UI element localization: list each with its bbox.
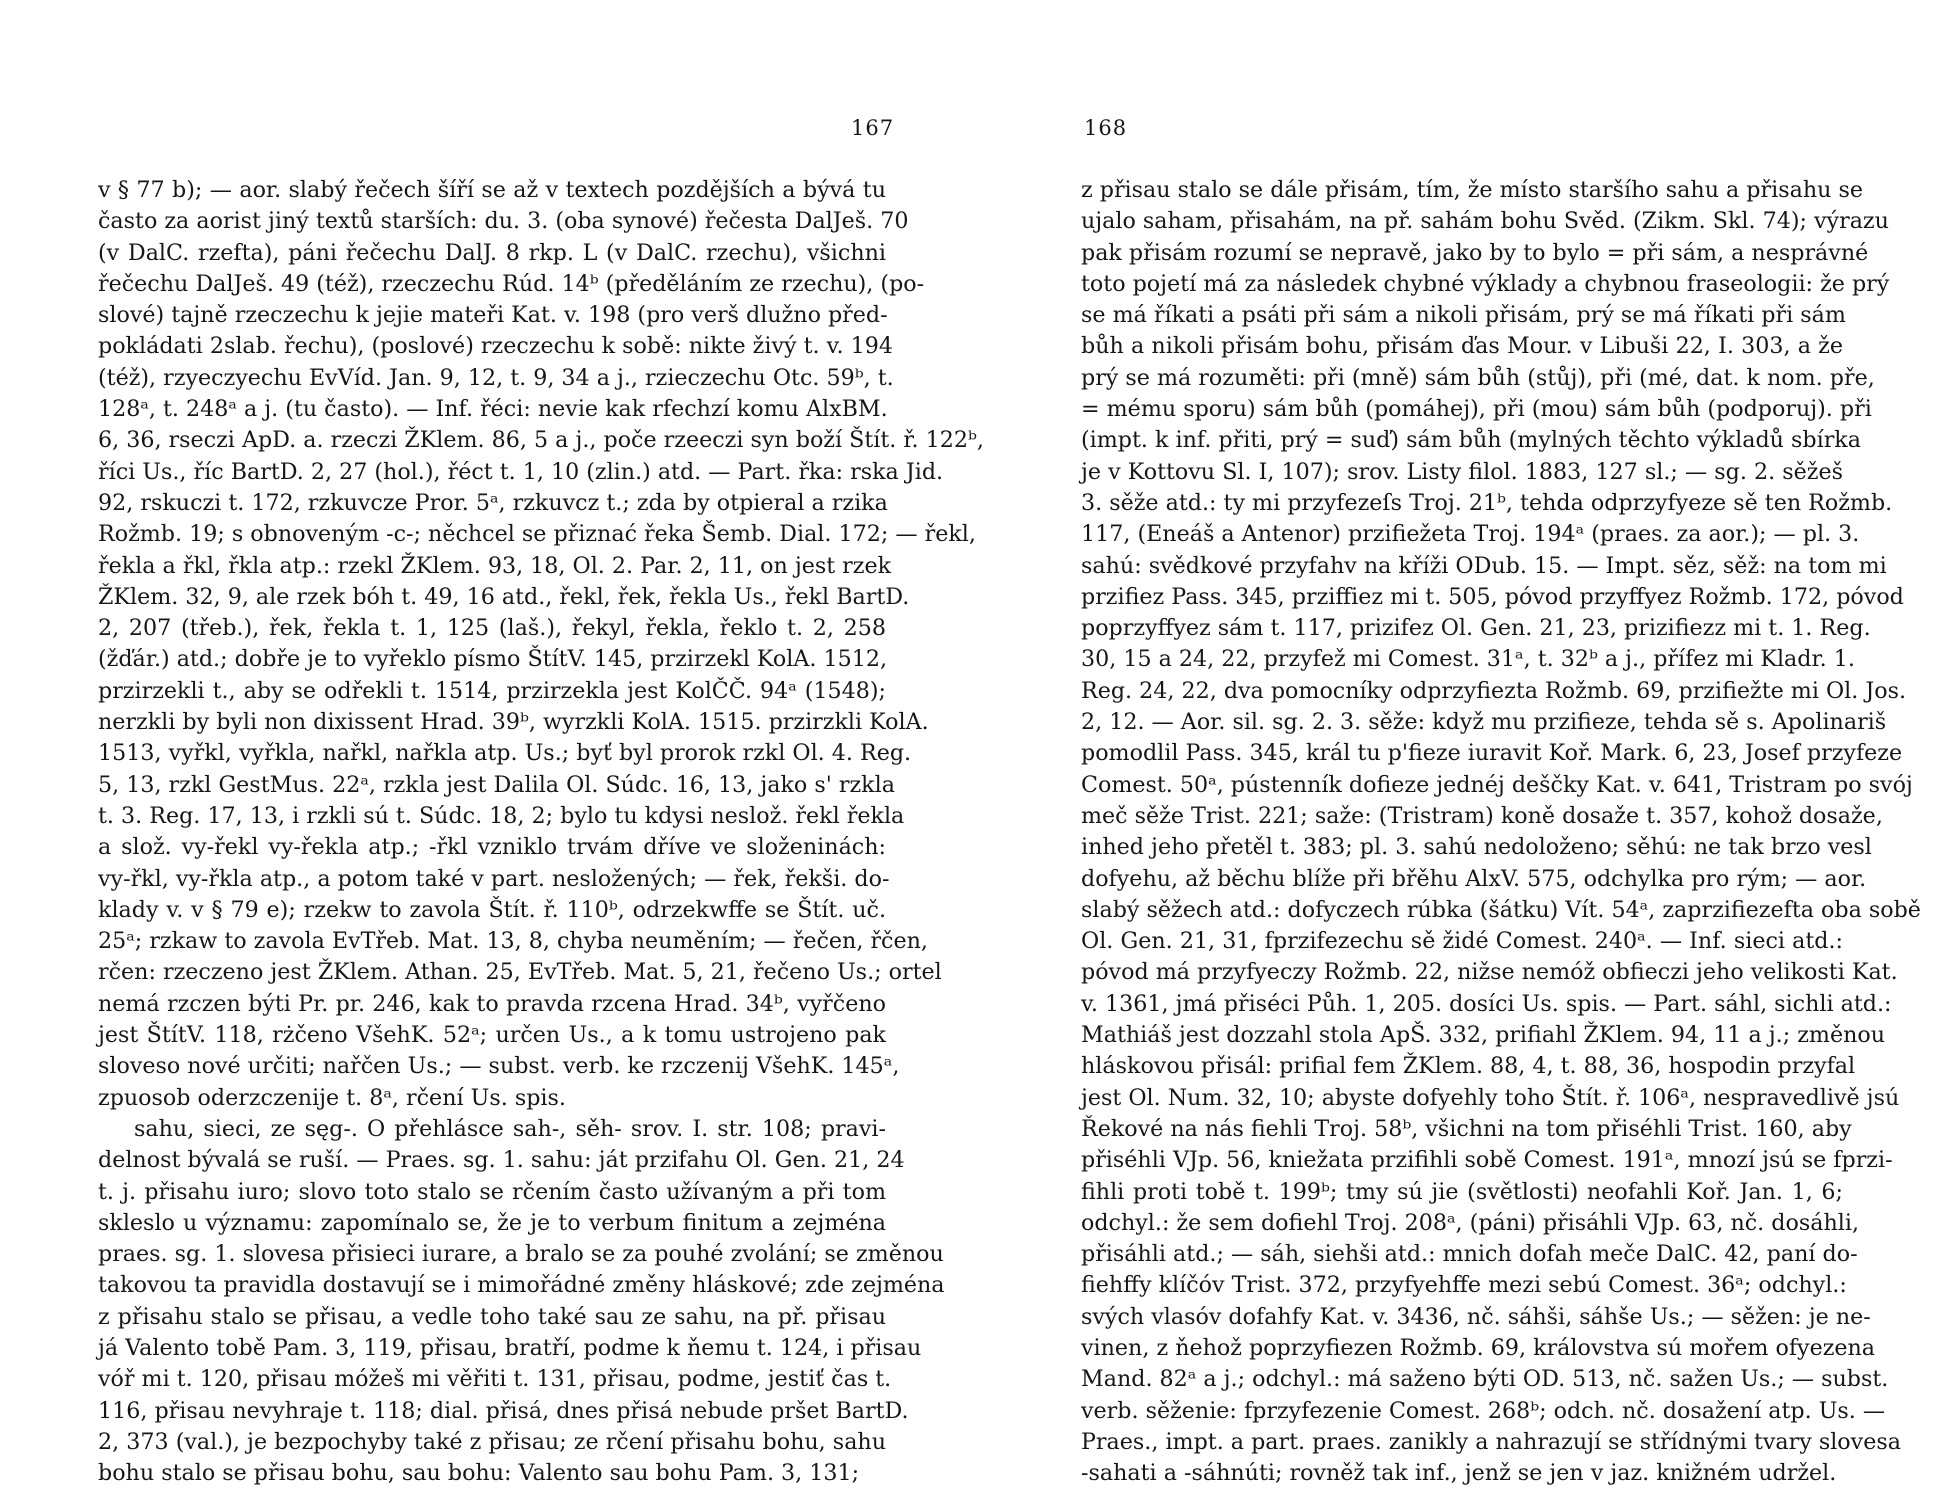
- text-line: jest Ol. Num. 32, 10; abyste dofyehly toho Štít. ř. 106ᵃ, nespravedlivě jsú: [1081, 1084, 1900, 1111]
- text-line: Comest. 50ᵃ, pústenník dofieze jednéj deščky Kat. v. 641, Tristram po svój: [1081, 771, 1913, 798]
- text-line: vy-řkl, vy-řkla atp., a potom také v part. nesložených; — řek, řekši. do-: [98, 865, 890, 892]
- text-line: zpuosob oderzczenije t. 8ᵃ, rčení Us. spis.: [98, 1084, 566, 1111]
- text-line: v § 77 b); — aor. slabý řečech šíří se až v textech pozdějších a bývá tu: [98, 177, 886, 203]
- text-line: (žďár.) atd.; dobře je to vyřeklo písmo ŠtítV. 145, przirzekl KolA. 1512,: [98, 646, 887, 673]
- text-line: inhed jeho přetěl t. 383; pl. 3. sahú nedoloženo; sěhú: ne tak brzo vesl: [1081, 834, 1872, 861]
- text-line: vinen, z ňehož poprzyfiezen Rožmb. 69, královstva sú mořem ofyezena: [1081, 1334, 1876, 1361]
- text-line: poprzyffyez sám t. 117, prizifez Ol. Gen. 21, 23, prizifiezz mi t. 1. Reg.: [1081, 615, 1871, 642]
- page-number: 168: [1084, 116, 1128, 140]
- text-line: bůh a nikoli přisám bohu, přisám ďas Mour. v Libuši 22, I. 303, a že: [1081, 333, 1843, 360]
- text-line: takovou ta pravidla dostavují se i mimořádné změny hláskové; zde zejména: [98, 1272, 945, 1299]
- text-line: svých vlasóv dofahfy Kat. v. 3436, nč. sáhši, sáhše Us.; — sěžen: je ne-: [1081, 1303, 1871, 1330]
- right-page: [976, 0, 1952, 1500]
- text-line: sloveso nové určiti; nařčen Us.; — subst. verb. ke rzczenij VšehK. 145ᵃ,: [98, 1053, 900, 1080]
- text-line: slové) tajně rzeczechu k jejie mateři Kat. v. 198 (pro verš dlužno před-: [98, 302, 888, 329]
- text-line: Řekové na nás fiehli Troj. 58ᵇ, všichni na tom přiséhli Trist. 160, aby: [1081, 1115, 1852, 1142]
- page-body: [1081, 175, 1921, 1489]
- text-line: klady v. v § 79 e); rzekw to zavola Štít. ř. 110ᵇ, odrzekwffe se Štít. uč.: [98, 896, 886, 923]
- text-line: (v DalC. rzefta), páni řečechu DalJ. 8 rkp. L (v DalC. rzechu), všichni: [98, 239, 886, 266]
- text-line: ujalo saham, přisahám, na př. sahám bohu Svěd. (Zikm. Skl. 74); výrazu: [1081, 208, 1889, 235]
- text-line: 92, rskuczi t. 172, rzkuvcze Pror. 5ᵃ, rzkuvcz t.; zda by otpieral a rzika: [98, 489, 888, 516]
- text-line: 6, 36, rseczi ApD. a. rzeczi ŽKlem. 86, 5 a j., poče rzeeczi syn boží Štít. ř. 122ᵇ,: [98, 427, 984, 454]
- text-line: 2, 207 (třeb.), řek, řekla t. 1, 125 (laš.), řekyl, řekla, řeklo t. 2, 258: [98, 615, 886, 642]
- text-line: verb. sěženie: fprzyfezenie Comest. 268ᵇ; odch. nč. dosažení atp. Us. —: [1081, 1397, 1886, 1424]
- text-line: t. j. přisahu iuro; slovo toto stalo se rčením často užívaným a při tom: [98, 1178, 886, 1205]
- text-line: přiséhli VJp. 56, kniežata przifihli sobě Comest. 191ᵃ, mnozí jsú se fprzi-: [1081, 1147, 1893, 1174]
- text-line: 30, 15 a 24, 22, przyfež mi Comest. 31ᵃ, t. 32ᵇ a j., přífez mi Kladr. 1.: [1081, 646, 1855, 673]
- text-line: ŽKlem. 32, 9, ale rzek bóh t. 49, 16 atd., řekl, řek, řekla Us., řekl BartD.: [98, 583, 910, 610]
- text-line: 116, přisau nevyhraje t. 118; dial. přisá, dnes přisá nebude pršet BartD.: [98, 1397, 909, 1424]
- text-line: 1513, vyřkl, vyřkla, nařkl, nařkla atp. Us.; byť byl prorok rzkl Ol. 4. Reg.: [98, 740, 912, 767]
- text-line: sahú: svědkové przyfahv na kříži ODub. 15. — Impt. sěz, sěž: na tom mi: [1081, 552, 1887, 579]
- text-line: Rožmb. 19; s obnoveným -c-; něchcel se přiznać řeka Šemb. Dial. 172; — řekl,: [98, 521, 976, 548]
- text-line: je v Kottovu Sl. I, 107); srov. Listy filol. 1883, 127 sl.; — sg. 2. sěžeš: [1081, 458, 1843, 485]
- text-line: řekla a řkl, řkla atp.: rzekl ŽKlem. 93, 18, Ol. 2. Par. 2, 11, on jest rzek: [98, 552, 892, 579]
- text-line: říci Us., říc BartD. 2, 27 (hol.), řéct t. 1, 10 (zlin.) atd. — Part. řka: rska Jid.: [98, 458, 944, 485]
- text-line: przifiez Pass. 345, prziffiez mi t. 505, póvod przyffyez Rožmb. 172, póvod: [1081, 583, 1904, 610]
- text-line: pokládati 2slab. řechu), (poslové) rzeczechu k sobě: nikte živý t. v. 194: [98, 333, 893, 360]
- text-line: 3. sěže atd.: ty mi przyfezeſs Troj. 21ᵇ, tehda odprzyfyeze sě ten Rožmb.: [1081, 489, 1893, 516]
- text-line: (impt. k inf. přiti, prý = suď) sám bůh (mylných těchto výkladů sbírka: [1081, 427, 1861, 454]
- text-line: fihli proti tobě t. 199ᵇ; tmy sú jie (světlosti) neofahli Koř. Jan. 1, 6;: [1081, 1178, 1843, 1205]
- text-line: přisáhli atd.; — sáh, siehši atd.: mnich dofah meče DalC. 42, paní do-: [1081, 1241, 1858, 1268]
- text-line: řečechu DalJeš. 49 (též), rzeczechu Rúd. 14ᵇ (předěláním ze rzechu), (po-: [98, 270, 925, 297]
- text-line: meč sěže Trist. 221; saže: (Tristram) koně dosaže t. 357, kohož dosaže,: [1081, 802, 1883, 829]
- text-line: hláskovou přisál: prifial fem ŽKlem. 88, 4, t. 88, 36, hospodin przyfal: [1081, 1053, 1856, 1080]
- text-line: nerzkli by byli non dixissent Hrad. 39ᵇ, wyrzkli KolA. 1515. przirzkli KolA.: [98, 709, 929, 736]
- text-line: pak přisám rozumí se nepravě, jako by to bylo = při sám, a nesprávné: [1081, 239, 1869, 266]
- text-line: Mathiáš jest dozzahl stola ApŠ. 332, prifiahl ŽKlem. 94, 11 a j.; změnou: [1081, 1022, 1886, 1049]
- page-number: 167: [851, 116, 895, 140]
- text-line: Reg. 24, 22, dva pomocníky odprzyfiezta Rožmb. 69, przifiežte mi Ol. Jos.: [1081, 677, 1907, 704]
- text-line: rčen: rzeczeno jest ŽKlem. Athan. 25, EvTřeb. Mat. 5, 21, řečeno Us.; ortel: [98, 959, 942, 986]
- text-line: t. 3. Reg. 17, 13, i rzkli sú t. Súdc. 18, 2; bylo tu kdysi neslož. řekl řekla: [98, 802, 905, 829]
- text-line: v. 1361, jmá přiséci Půh. 1, 205. dosíci Us. spis. — Part. sáhl, sichli atd.:: [1081, 990, 1892, 1017]
- text-line: Praes., impt. a part. praes. zanikly a nahrazují se střídnými tvary slovesa: [1081, 1428, 1901, 1455]
- text-line: pomodlil Pass. 345, král tu p'fieze iuravit Koř. Mark. 6, 23, Josef przyfeze: [1081, 740, 1903, 767]
- text-line: 117, (Eneáš a Antenor) przifiežeta Troj. 194ᵃ (praes. za aor.); — pl. 3.: [1081, 521, 1860, 548]
- text-line: bohu stalo se přisau bohu, sau bohu: Valento sau bohu Pam. 3, 131;: [98, 1460, 860, 1487]
- text-line: praes. sg. 1. slovesa přisieci iurare, a bralo se za pouhé zvolání; se změnou: [98, 1241, 944, 1268]
- text-line: 25ᵃ; rzkaw to zavola EvTřeb. Mat. 13, 8, chyba neuměním; — řečen, řčen,: [98, 928, 928, 955]
- text-line: 128ᵃ, t. 248ᵃ a j. (tu často). — Inf. řéci: nevie kak rfechzí komu AlxBM.: [98, 396, 888, 423]
- text-line: Mand. 82ᵃ a j.; odchyl.: má saženo býti OD. 513, nč. sažen Us.; — subst.: [1081, 1366, 1889, 1393]
- text-line: nemá rzczen býti Pr. pr. 246, kak to pravda rzcena Hrad. 34ᵇ, vyřčeno: [98, 990, 886, 1017]
- text-line: prý se má rozuměti: při (mně) sám bůh (stůj), při (mé, dat. k nom. pře,: [1081, 364, 1875, 391]
- text-line: z přisahu stalo se přisau, a vedle toho také sau ze sahu, na př. přisau: [98, 1303, 886, 1330]
- page-body: [98, 175, 984, 1489]
- text-line: 2, 12. — Aor. sil. sg. 2. 3. sěže: když mu przifieze, tehda sě s. Apolinariš: [1081, 709, 1887, 736]
- text-line: przirzekli t., aby se odřekli t. 1514, przirzekla jest KolČČ. 94ᵃ (1548);: [98, 677, 886, 704]
- text-line: (též), rzyeczyechu EvVíd. Jan. 9, 12, t. 9, 34 a j., rzieczechu Otc. 59ᵇ, t.: [98, 364, 894, 391]
- text-line: často za aorist jiný textů starších: du. 3. (oba synové) řečesta DalJeš. 70: [98, 208, 909, 235]
- text-line: = mému sporu) sám bůh (pomáhej), při (mou) sám bůh (podporuj). při: [1081, 396, 1872, 423]
- text-line: odchyl.: že sem dofiehl Troj. 208ᵃ, (páni) přisáhli VJp. 63, nč. dosáhli,: [1081, 1209, 1859, 1236]
- text-line: dofyehu, až běchu blíže při břěhu AlxV. 575, odchylka pro rým; — aor.: [1081, 865, 1867, 892]
- text-line: póvod má przyfyeczy Rožmb. 22, nižse nemóž obfieczi jeho velikosti Kat.: [1081, 959, 1898, 986]
- text-line: fiehffy klíčóv Trist. 372, przyfyehffe mezi sebú Comest. 36ᵃ; odchyl.:: [1081, 1272, 1847, 1299]
- text-line: sahu, sieci, ze sęg-. O přehlásce sah-, sěh- srov. I. str. 108; pravi-: [134, 1115, 886, 1142]
- text-line: jest ŠtítV. 118, rżčeno VšehK. 52ᵃ; určen Us., a k tomu ustrojeno pak: [98, 1022, 886, 1049]
- text-line: 5, 13, rzkl GestMus. 22ᵃ, rzkla jest Dalila Ol. Súdc. 16, 13, jako s' rzkla: [98, 771, 895, 798]
- text-line: skleslo u významu: zapomínalo se, že je to verbum finitum a zejména: [98, 1209, 886, 1236]
- text-line: a slož. vy-řekl vy-řekla atp.; -řkl vzniklo trvám dříve ve složeninách:: [98, 834, 886, 861]
- text-line: slabý sěžech atd.: dofyczech rúbka (šátku) Vít. 54ᵃ, zaprzifiezefta oba sobě: [1081, 896, 1921, 923]
- text-line: já Valento tobě Pam. 3, 119, přisau, bratří, podme k ňemu t. 124, i přisau: [98, 1334, 922, 1361]
- text-line: se má říkati a psáti při sám a nikoli přisám, prý se má říkati při sám: [1081, 302, 1846, 329]
- text-line: Ol. Gen. 21, 31, fprzifezechu sě židé Comest. 240ᵃ. — Inf. sieci atd.:: [1081, 928, 1843, 955]
- text-line: 2, 373 (val.), je bezpochyby také z přisau; ze rčení přisahu bohu, sahu: [98, 1428, 886, 1455]
- text-line: toto pojetí má za následek chybné výklady a chybnou fraseologii: že prý: [1081, 270, 1890, 297]
- text-line: z přisau stalo se dále přisám, tím, že místo staršího sahu a přisahu se: [1081, 177, 1863, 203]
- text-line: -sahati a -sáhnúti; rovněž tak inf., jenž se jen v jaz. knižném udržel.: [1081, 1460, 1837, 1487]
- text-line: delnost bývalá se ruší. — Praes. sg. 1. sahu: ját przifahu Ol. Gen. 21, 24: [98, 1147, 905, 1174]
- text-line: vóř mi t. 120, přisau móžeš mi věřiti t. 131, přisau, podme, jestiť čas t.: [98, 1366, 892, 1393]
